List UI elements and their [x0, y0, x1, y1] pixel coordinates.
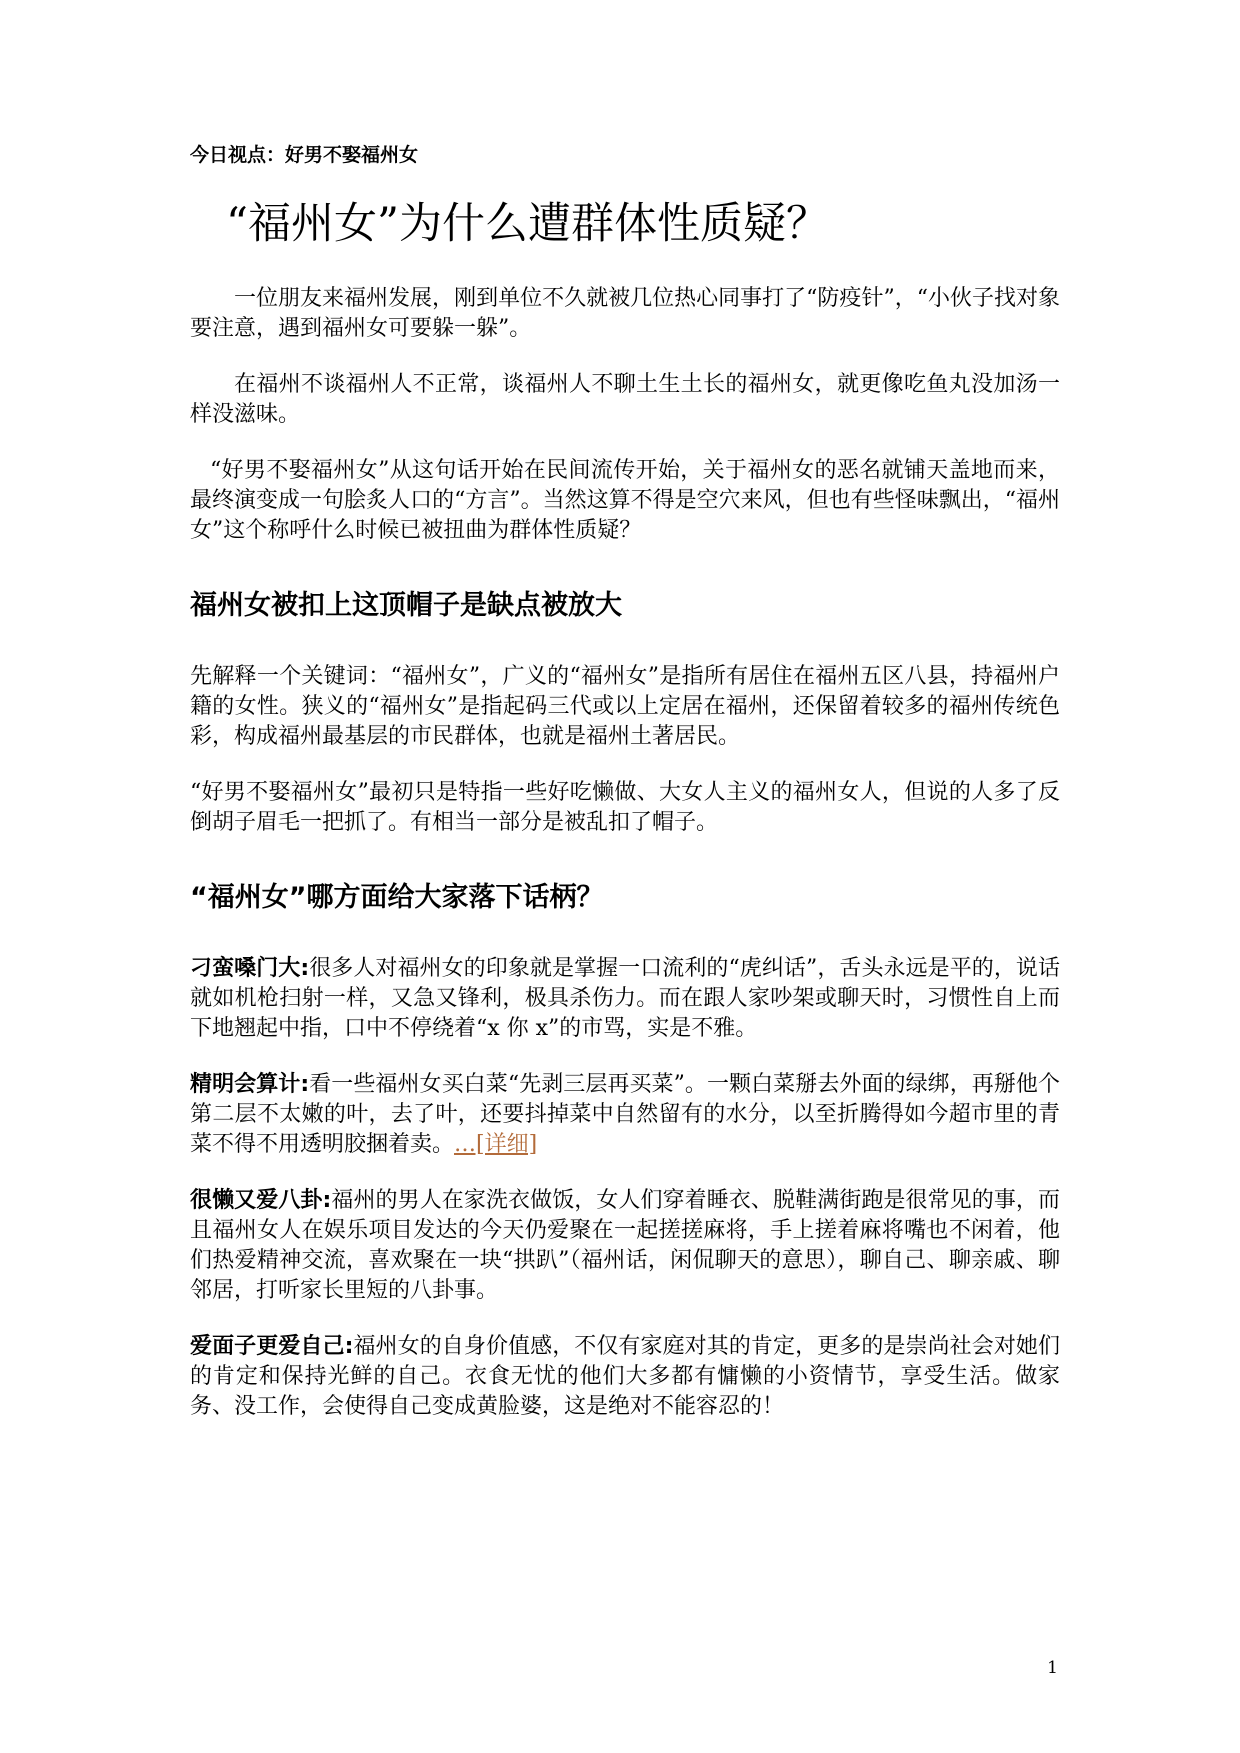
article-title: “福州女”为什么遭群体性质疑？ [226, 199, 829, 249]
trait-paragraph-3 [190, 1186, 1060, 1306]
page-number: 1 [1047, 1658, 1058, 1678]
trait-term: 刁蛮嗓门大: [190, 956, 310, 981]
trait-paragraph-1 [190, 954, 1060, 1044]
trait-term: 精明会算计: [190, 1072, 310, 1097]
trait-term: 很懒又爱八卦: [190, 1188, 332, 1213]
trait-paragraph-4 [190, 1332, 1060, 1422]
kicker-line: 今日视点：好男不娶福州女 [190, 144, 419, 166]
section-heading-1: 福州女被扣上这顶帽子是缺点被放大 [190, 590, 622, 621]
intro-paragraph-1: 一位朋友来福州发展，刚到单位不久就被几位热心同事打了“防疫针”，“小伙子找对象要注意，遇到福州女可要躲一躲”。 [190, 286, 1060, 341]
trait-text: 很多人对福州女的印象就是掌握一口流利的“虎纠话”，舌头永远是平的，说话就如机枪扫射一样，又急又锋利，极具杀伤力。而在跟人家吵架或聊天时，习惯性自上而下地翘起中指，口中不停绕着“x 你 x”的市骂，实是不雅。 [190, 956, 1060, 1041]
section1-paragraph-1: 先解释一个关键词：“福州女”，广义的“福州女”是指所有居住在福州五区八县，持福州户籍的女性。狭义的“福州女”是指起码三代或以上定居在福州，还保留着较多的福州传统色彩，构成福州最基层的市民群体，也就是福州土著居民。 [190, 664, 1060, 749]
trait-paragraph-2 [190, 1070, 1060, 1160]
section1-paragraph-2: “好男不娶福州女”最初只是特指一些好吃懒做、大女人主义的福州女人，但说的人多了反倒胡子眉毛一把抓了。有相当一部分是被乱扣了帽子。 [190, 780, 1060, 835]
trait-term: 爱面子更爱自己: [190, 1334, 354, 1359]
intro-paragraph-2: 在福州不谈福州人不正常，谈福州人不聊土生土长的福州女，就更像吃鱼丸没加汤一样没滋味。 [190, 372, 1060, 427]
trait-text: 福州的男人在家洗衣做饭，女人们穿着睡衣、脱鞋满街跑是很常见的事，而且福州女人在娱乐项目发达的今天仍爱聚在一起搓搓麻将，手上搓着麻将嘴也不闲着，他们热爱精神交流，喜欢聚在一块“拱趴”（福州话，闲侃聊天的意思），聊自己、聊亲戚、聊邻居，打听家长里短的八卦事。 [190, 1188, 1060, 1303]
section-heading-2: “福州女”哪方面给大家落下话柄？ [190, 882, 604, 913]
intro-paragraph-3: “好男不娶福州女”从这句话开始在民间流传开始，关于福州女的恶名就铺天盖地而来，最终演变成一句脍炙人口的“方言”。当然这算不得是空穴来风，但也有些怪味飘出，“福州女”这个称呼什么时候已被扭曲为群体性质疑？ [190, 458, 1060, 543]
details-link[interactable]: …[详细] [454, 1132, 538, 1157]
trait-text: 福州女的自身价值感，不仅有家庭对其的肯定，更多的是崇尚社会对她们的肯定和保持光鲜的自己。衣食无忧的他们大多都有慵懒的小资情节，享受生活。做家务、没工作，会使得自己变成黄脸婆，这是绝对不能容忍的！ [190, 1334, 1060, 1419]
document-page [190, 140, 1060, 1448]
trait-text: 看一些福州女买白菜“先剥三层再买菜”。一颗白菜掰去外面的绿绑，再掰他个第二层不太嫩的叶，去了叶，还要抖掉菜中自然留有的水分，以至折腾得如今超市里的青菜不得不用透明胶捆着卖。 [190, 1072, 1060, 1157]
